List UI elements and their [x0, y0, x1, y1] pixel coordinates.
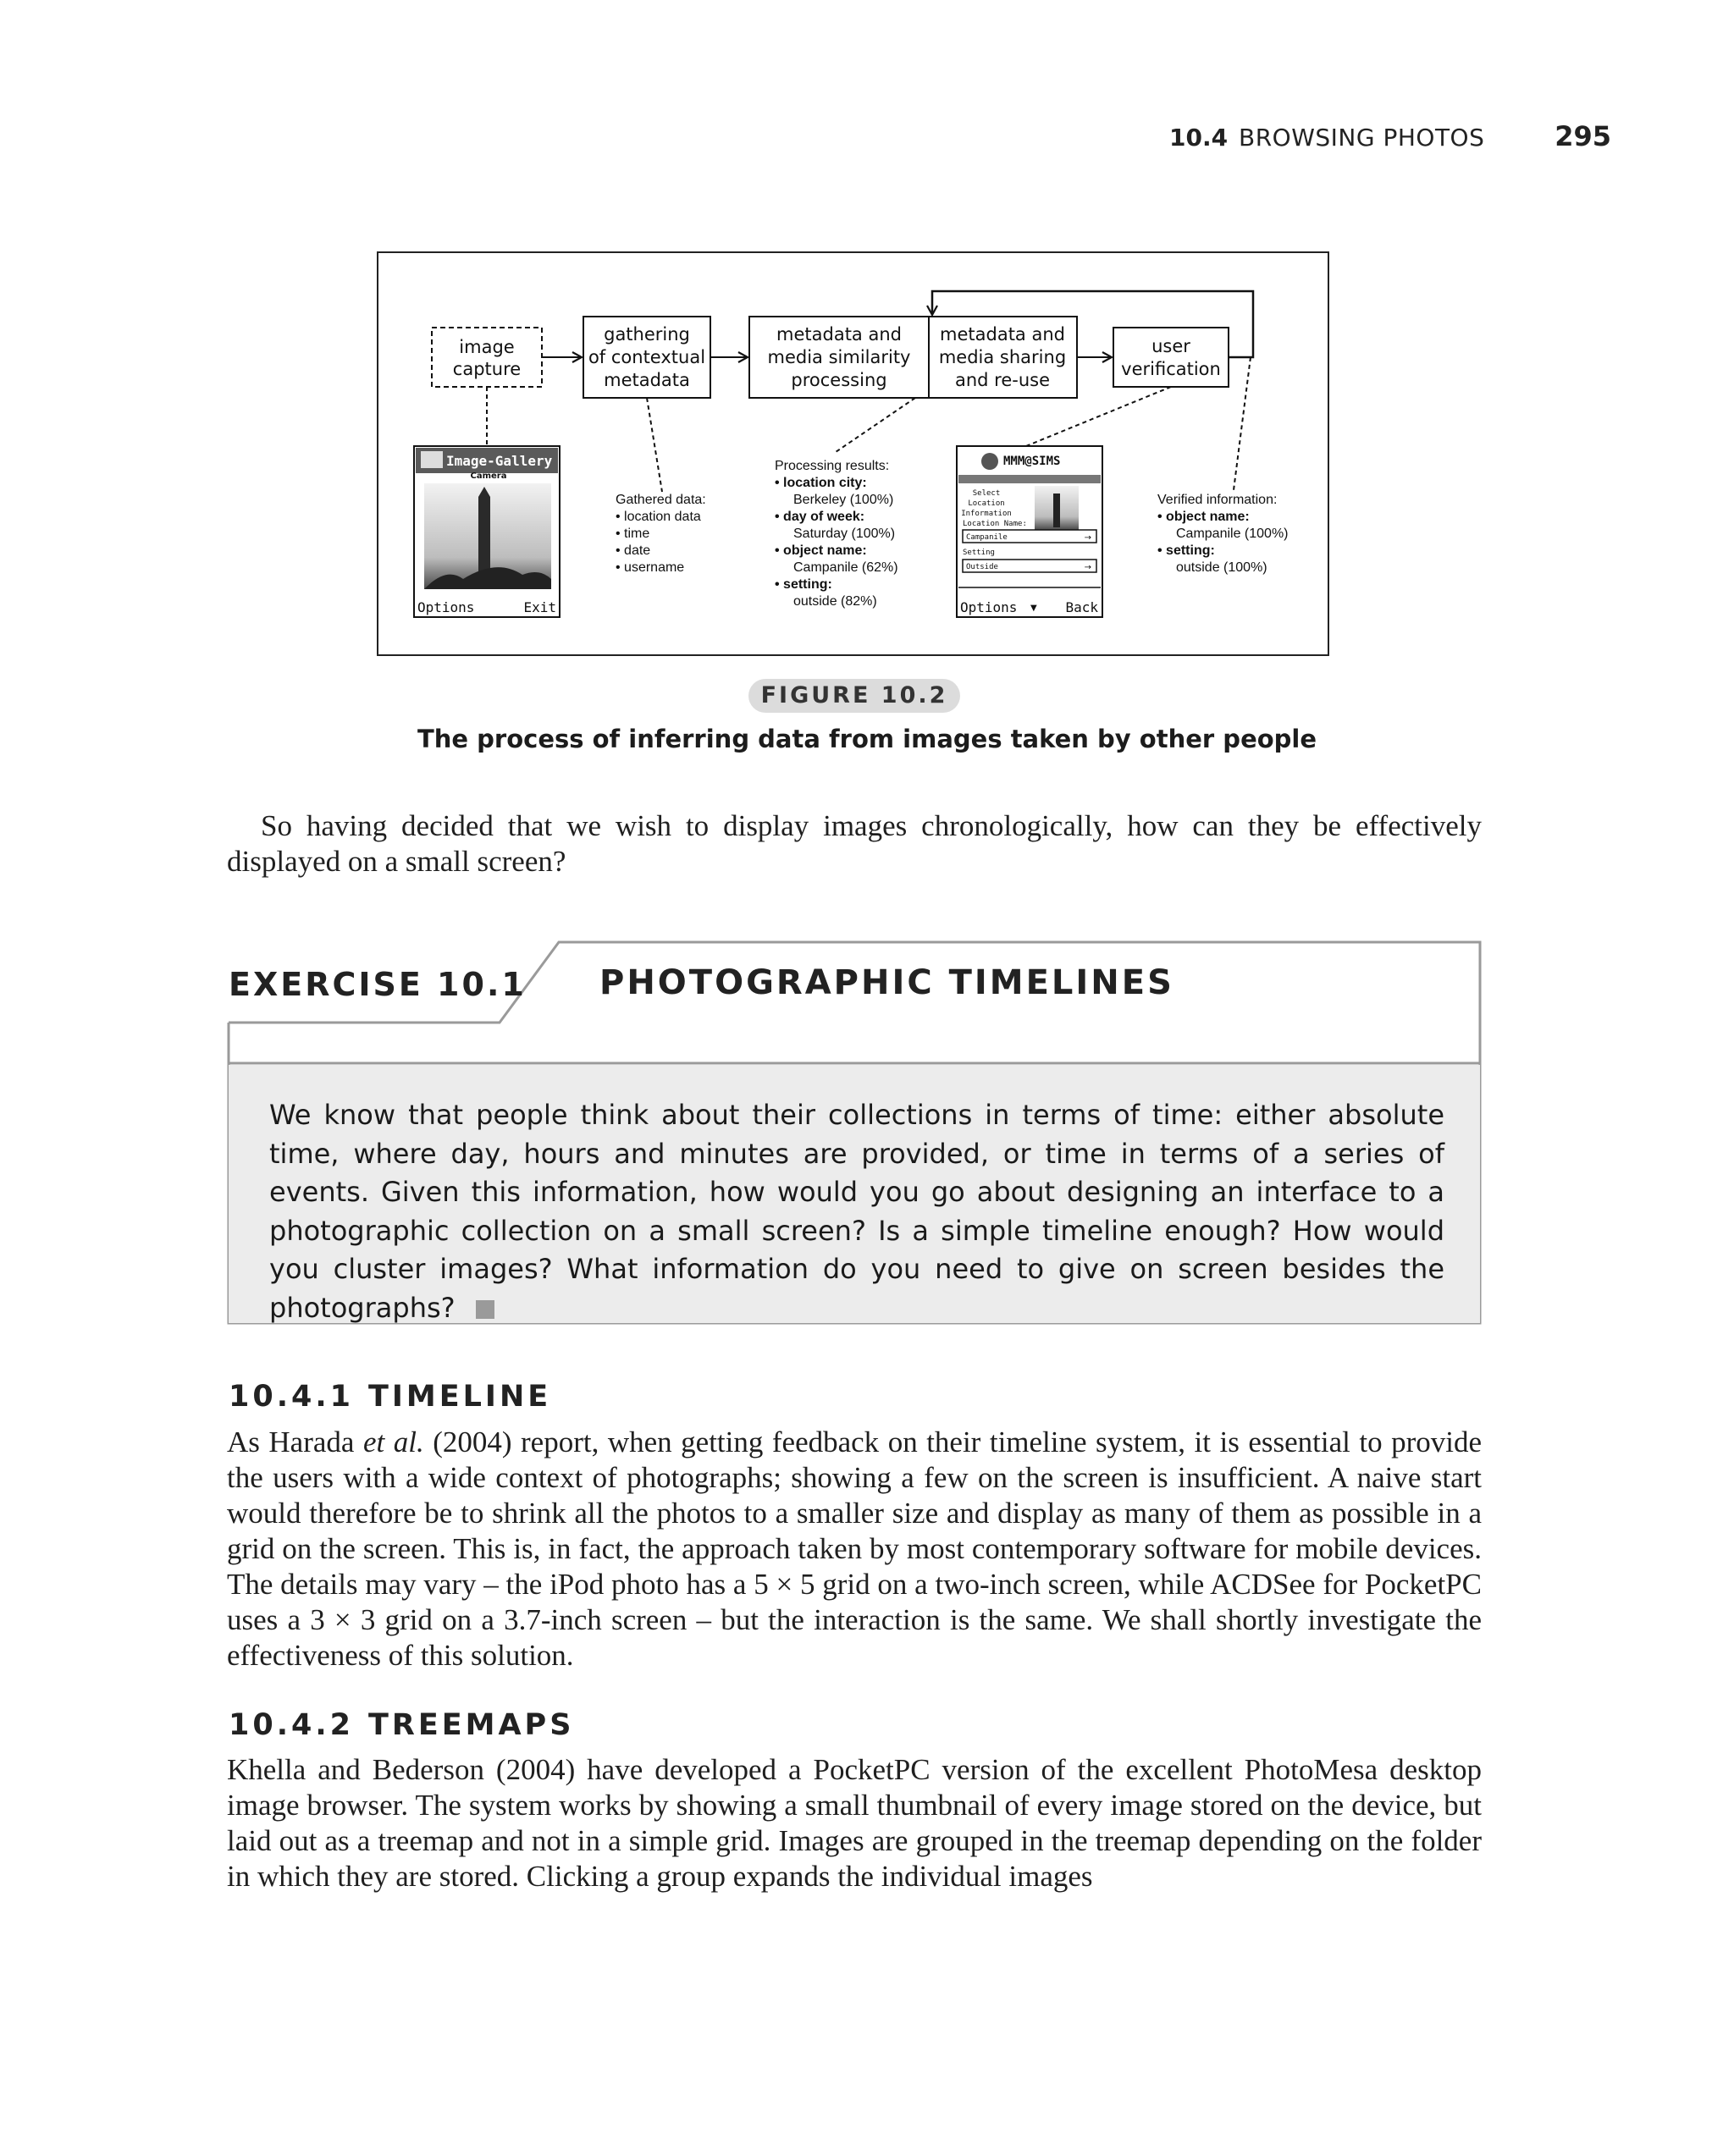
intro-paragraph: So having decided that we wish to display images chronologically, how can they be effectively displayed on a small screen?: [227, 809, 1482, 878]
phone2-line: Information: [961, 510, 1012, 518]
processing-line: • setting:: [775, 577, 832, 592]
exercise-title: PHOTOGRAPHIC TIMELINES: [599, 963, 1174, 1002]
phone1-title: Image-Gallery: [446, 453, 553, 469]
verified-line: Campanile (100%): [1176, 527, 1289, 541]
phone1-softkey-right: Exit: [523, 599, 556, 615]
gathered-line: • time: [616, 527, 650, 541]
treemaps-paragraph: Khella and Bederson (2004) have developed a PocketPC version of the excellent PhotoMesa desktop image browser. The system works by showing a small thumbnail of every image stored on the device, but laid out as a treemap and not in a simple grid. Images are grouped in the treemap depending on the folder in which they are stored. Clicking a group expands the individual images: [227, 1753, 1482, 1893]
timeline-paragraph: [227, 1425, 1482, 1674]
section-title: TREEMAPS: [368, 1708, 575, 1742]
box-gathering-line-2: of contextual: [588, 347, 706, 367]
box-image-capture-line-1: image: [459, 337, 515, 357]
processing-line: • day of week:: [775, 510, 865, 524]
phone1-subtitle: Camera: [470, 471, 507, 481]
processing-line: Campanile (62%): [793, 560, 898, 575]
phone2-field2-value: Outside: [966, 563, 998, 571]
processing-line: • object name:: [775, 543, 867, 558]
phone1-softkey-left: Options: [417, 599, 475, 615]
box-processing-line-1: metadata and: [776, 324, 902, 345]
box-sharing-line-2: media sharing: [938, 347, 1067, 367]
section-number: 10.4.1: [229, 1380, 355, 1414]
running-header-section: 10.4: [1169, 124, 1229, 152]
phone2-line: Location: [968, 499, 1005, 508]
phone2-softkey-right: Back: [1065, 599, 1098, 615]
box-gathering-line-1: gathering: [604, 324, 690, 345]
section-heading-timeline: [229, 1380, 551, 1414]
gathered-line: • username: [616, 560, 685, 575]
box-sharing-line-1: metadata and: [940, 324, 1065, 345]
figure-label: FIGURE 10.2: [748, 679, 960, 713]
box-verification-line-1: user: [1151, 336, 1190, 356]
gathered-line: Gathered data:: [616, 493, 706, 507]
processing-line: Saturday (100%): [793, 527, 896, 541]
verified-line: outside (100%): [1176, 560, 1267, 575]
section-heading-treemaps: [229, 1708, 574, 1742]
box-gathering-line-3: metadata: [604, 370, 690, 390]
phone2-field2-label: Setting: [963, 549, 995, 557]
box-processing-line-3: processing: [791, 370, 887, 390]
exercise-label: EXERCISE 10.1: [229, 966, 527, 1003]
box-image-capture-line-2: capture: [452, 359, 522, 379]
verified-line: • object name:: [1157, 510, 1250, 524]
processing-line: • location city:: [775, 476, 867, 490]
arrow-right-icon: →: [1084, 563, 1091, 572]
exercise-text-content: We know that people think about their collections in terms of time: either absolute time, where day, hours and minutes are provided, or time in terms of a series of events. Given this information, how would you go about designing an interface to a photographic collection on a small screen? Is a simple timeline enough? How would you cluster images? What information do you need to give on screen besides the photographs?: [269, 1099, 1444, 1324]
timeline-text-italic: et al.: [362, 1425, 424, 1458]
processing-line: Berkeley (100%): [793, 493, 894, 507]
verified-line: Verified information:: [1157, 493, 1278, 507]
phone2-softkey-left: Options: [960, 599, 1018, 615]
dropdown-icon: ▼: [1030, 604, 1037, 613]
page-number: 295: [1555, 120, 1611, 152]
running-header-title: BROWSING PHOTOS: [1239, 124, 1485, 152]
section-number: 10.4.2: [229, 1708, 355, 1742]
phone2-field-value: Campanile: [966, 533, 1008, 542]
phone2-field-label: Location Name:: [963, 520, 1027, 528]
phone2-line: Select: [972, 489, 1001, 498]
processing-line: outside (82%): [793, 594, 877, 609]
box-processing-line-2: media similarity: [767, 347, 911, 367]
verified-line: • setting:: [1157, 543, 1215, 558]
end-square-icon: [476, 1300, 494, 1319]
arrow-right-icon: →: [1084, 533, 1091, 543]
exercise-text: [269, 1096, 1444, 1327]
processing-line: Processing results:: [775, 459, 890, 473]
box-verification-line-2: verification: [1121, 359, 1221, 379]
figure-caption: The process of inferring data from images taken by other people: [417, 725, 1317, 753]
gathered-line: • date: [616, 543, 651, 558]
section-title: TIMELINE: [368, 1380, 552, 1414]
gathered-line: • location data: [616, 510, 701, 524]
timeline-text-start: As Harada: [227, 1425, 363, 1458]
timeline-text-rest: (2004) report, when getting feedback on their timeline system, it is essential to provide the users with a wide context of photographs; showing a few on the screen is insufficient. A naive start would therefore be to shrink all the photos to a smaller size and display as many of them as possible in a grid on the screen. This is, in fact, the approach taken by most contemporary software for mobile devices. The details may vary – the iPod photo has a 5 × 5 grid on a two-inch screen, while ACDSee for PocketPC uses a 3 × 3 grid on a 3.7-inch screen – but the interaction is the same. We shall shortly investigate the effectiveness of this solution.: [227, 1425, 1482, 1672]
box-sharing-line-3: and re-use: [954, 370, 1051, 390]
phone2-title: MMM@SIMS: [1003, 455, 1061, 468]
